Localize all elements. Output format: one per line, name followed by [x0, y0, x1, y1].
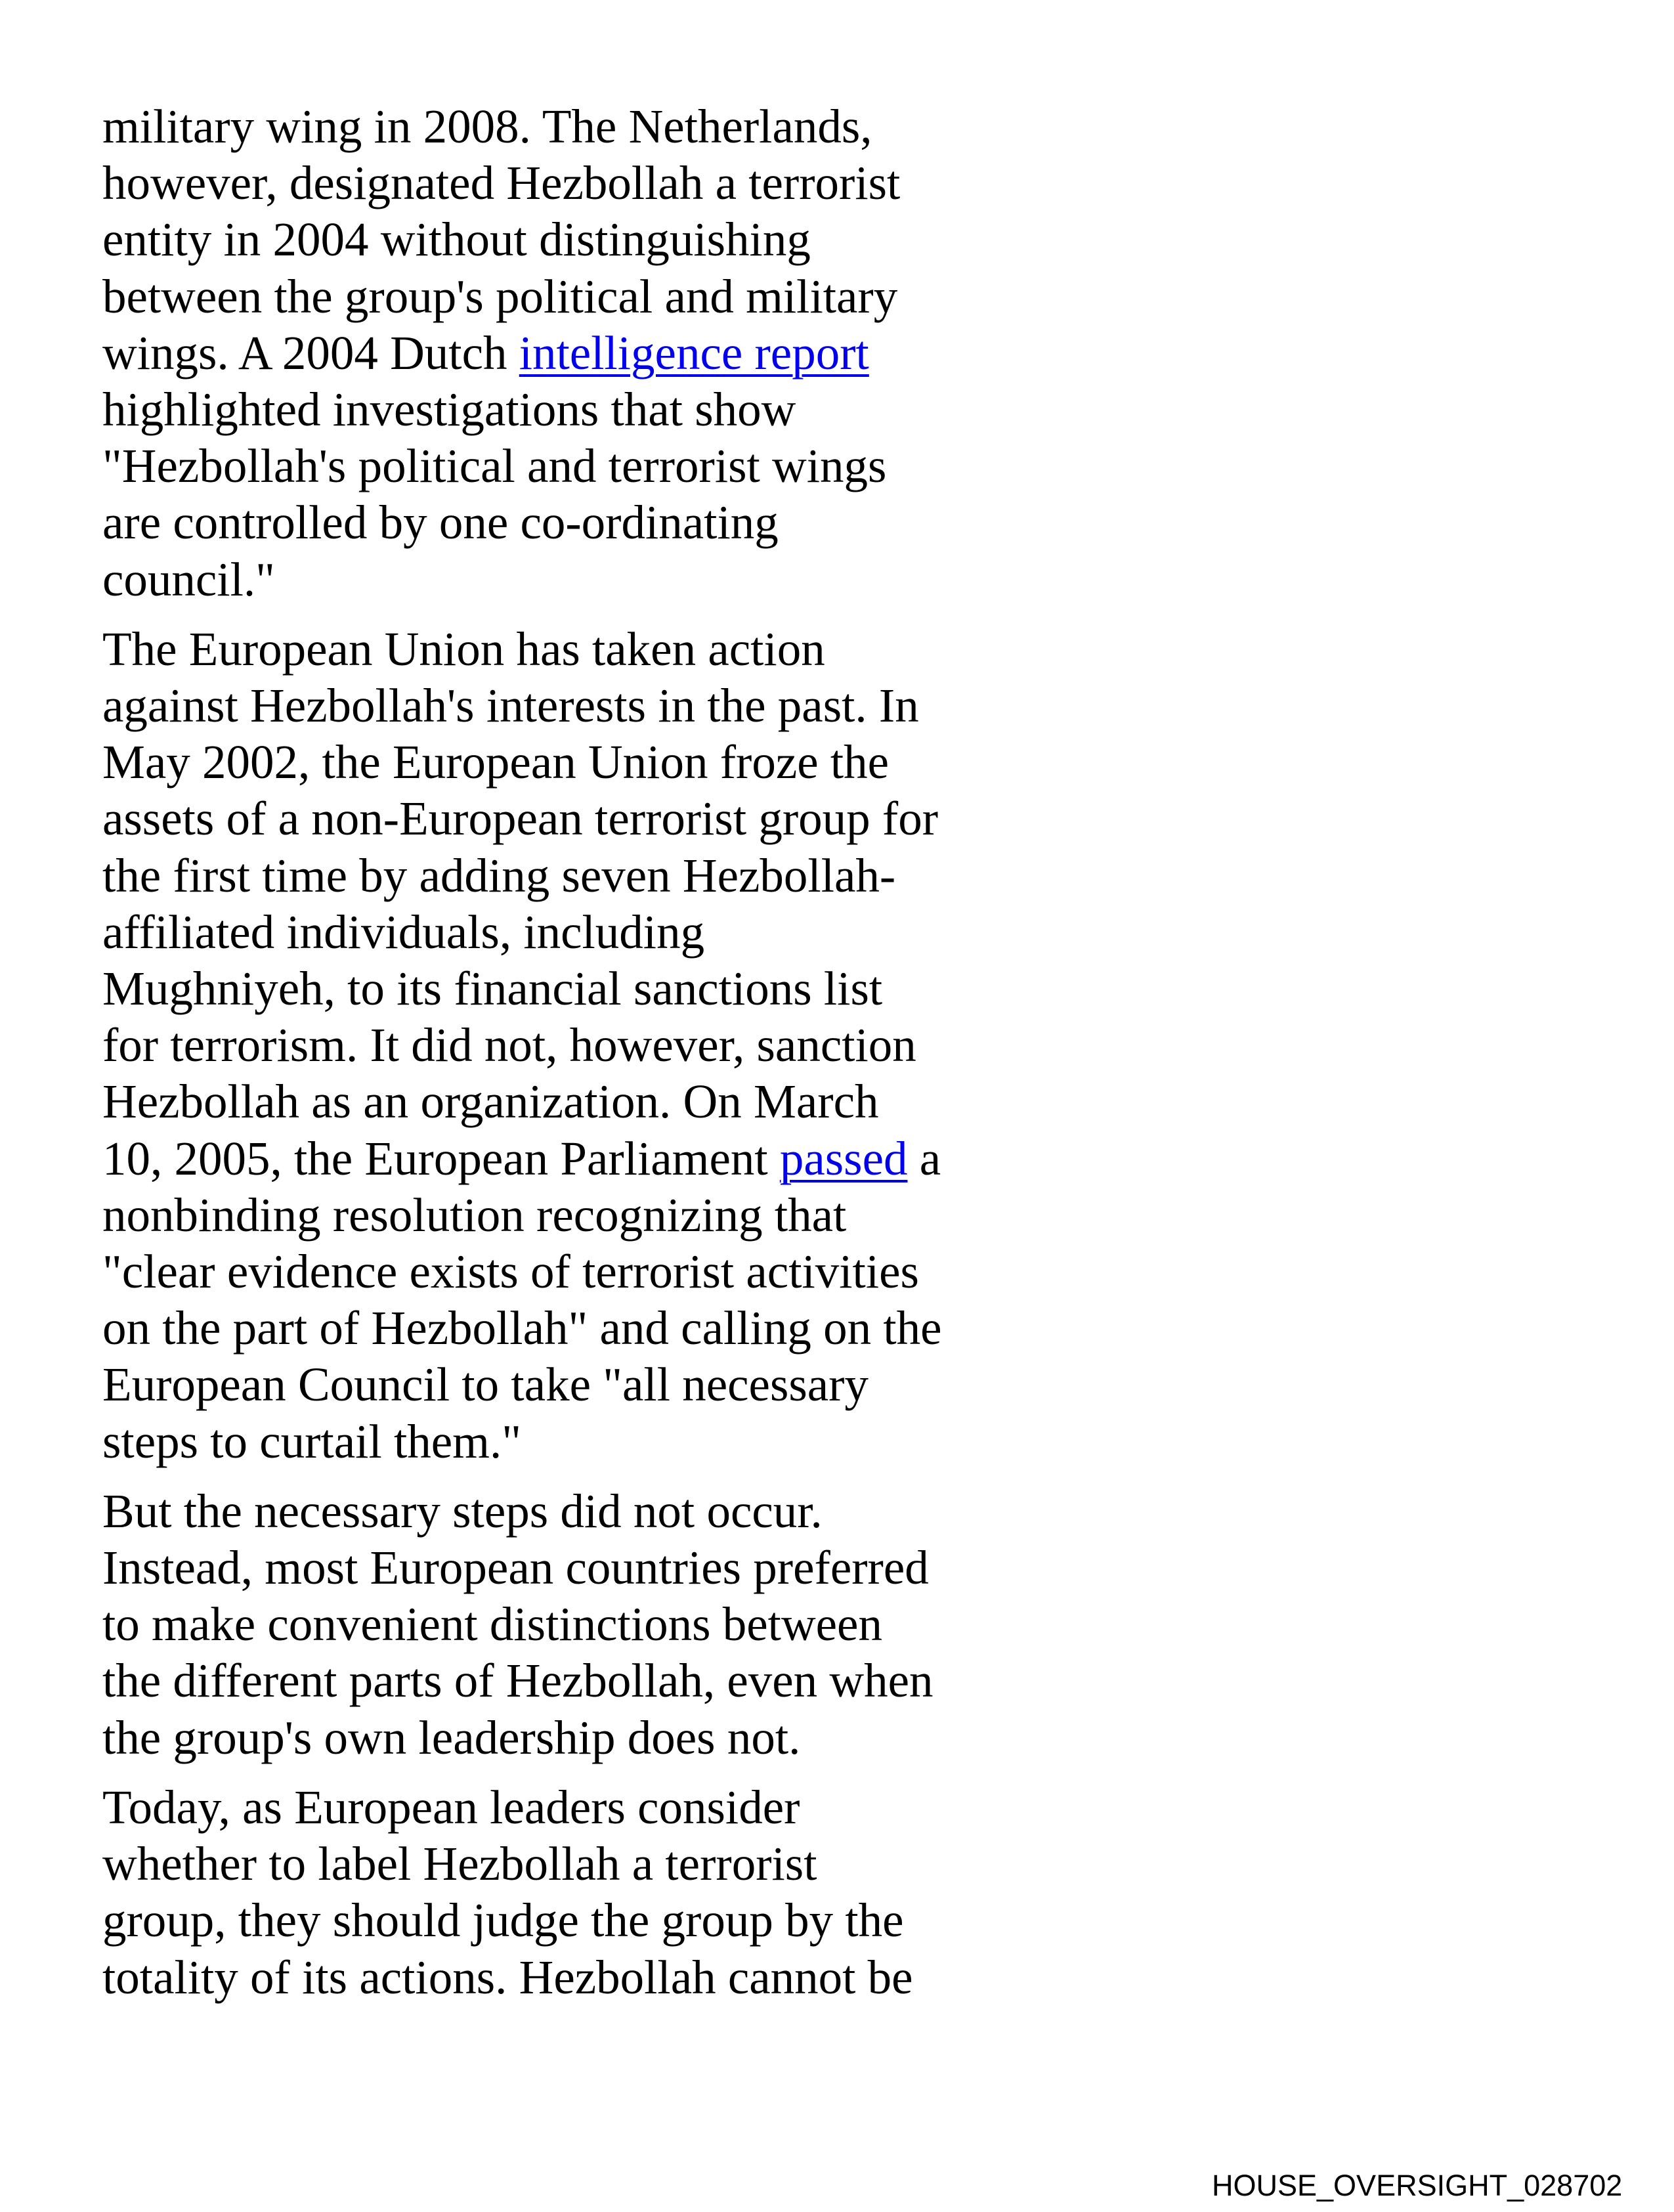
paragraph-necessary-steps: [102, 1483, 995, 1766]
text-line: to make convenient distinctions between: [102, 1597, 882, 1651]
text-line: entity in 2004 without distinguishing: [102, 213, 811, 267]
text-segment: wings. A 2004 Dutch: [102, 326, 519, 380]
text-line: "Hezbollah's political and terrorist wings: [102, 439, 887, 493]
text-line: council.": [102, 552, 275, 606]
text-line: are controlled by one co-ordinating: [102, 496, 779, 550]
text-line: May 2002, the European Union froze the: [102, 735, 890, 789]
text-line: for terrorism. It did not, however, sanction: [102, 1018, 916, 1072]
intelligence-report-link[interactable]: intelligence report: [519, 326, 869, 380]
text-line: European Council to take "all necessary: [102, 1358, 869, 1412]
paragraph-netherlands: [102, 98, 995, 608]
text-line: military wing in 2008. The Netherlands,: [102, 100, 872, 153]
bates-stamp: HOUSE_OVERSIGHT_028702: [1212, 2169, 1623, 2202]
text-line: highlighted investigations that show: [102, 383, 796, 437]
text-line: Hezbollah as an organization. On March: [102, 1075, 879, 1129]
text-line: Today, as European leaders consider: [102, 1780, 800, 1834]
text-line: against Hezbollah's interests in the past. In: [102, 679, 919, 733]
passed-link[interactable]: passed: [779, 1131, 908, 1185]
text-line: The European Union has taken action: [102, 622, 825, 676]
text-line: "clear evidence exists of terrorist activities: [102, 1245, 919, 1299]
text-line: Mughniyeh, to its financial sanctions list: [102, 962, 883, 1016]
text-line: totality of its actions. Hezbollah cannot be: [102, 1950, 913, 2004]
text-line: assets of a non-European terrorist group for: [102, 792, 939, 846]
article-body: [102, 98, 995, 2019]
text-line: the first time by adding seven Hezbollah-: [102, 848, 896, 902]
text-line-with-link: [102, 325, 995, 381]
text-line: nonbinding resolution recognizing that: [102, 1188, 847, 1242]
text-line: however, designated Hezbollah a terrorist: [102, 156, 901, 210]
paragraph-european-union: [102, 621, 995, 1470]
text-line: the different parts of Hezbollah, even when: [102, 1654, 934, 1708]
text-line: the group's own leadership does not.: [102, 1710, 801, 1764]
text-line-with-link: [102, 1131, 995, 1187]
text-line: whether to label Hezbollah a terrorist: [102, 1837, 817, 1891]
text-segment: a: [907, 1131, 941, 1185]
text-segment: 10, 2005, the European Parliament: [102, 1131, 780, 1185]
paragraph-today: [102, 1779, 995, 2006]
text-line: Instead, most European countries preferred: [102, 1541, 929, 1595]
text-line: But the necessary steps did not occur.: [102, 1484, 823, 1538]
text-line: steps to curtail them.": [102, 1414, 522, 1468]
text-line: between the group's political and military: [102, 269, 898, 323]
text-line: on the part of Hezbollah" and calling on the: [102, 1301, 942, 1355]
text-line: affiliated individuals, including: [102, 905, 705, 959]
text-line: group, they should judge the group by the: [102, 1894, 904, 1947]
